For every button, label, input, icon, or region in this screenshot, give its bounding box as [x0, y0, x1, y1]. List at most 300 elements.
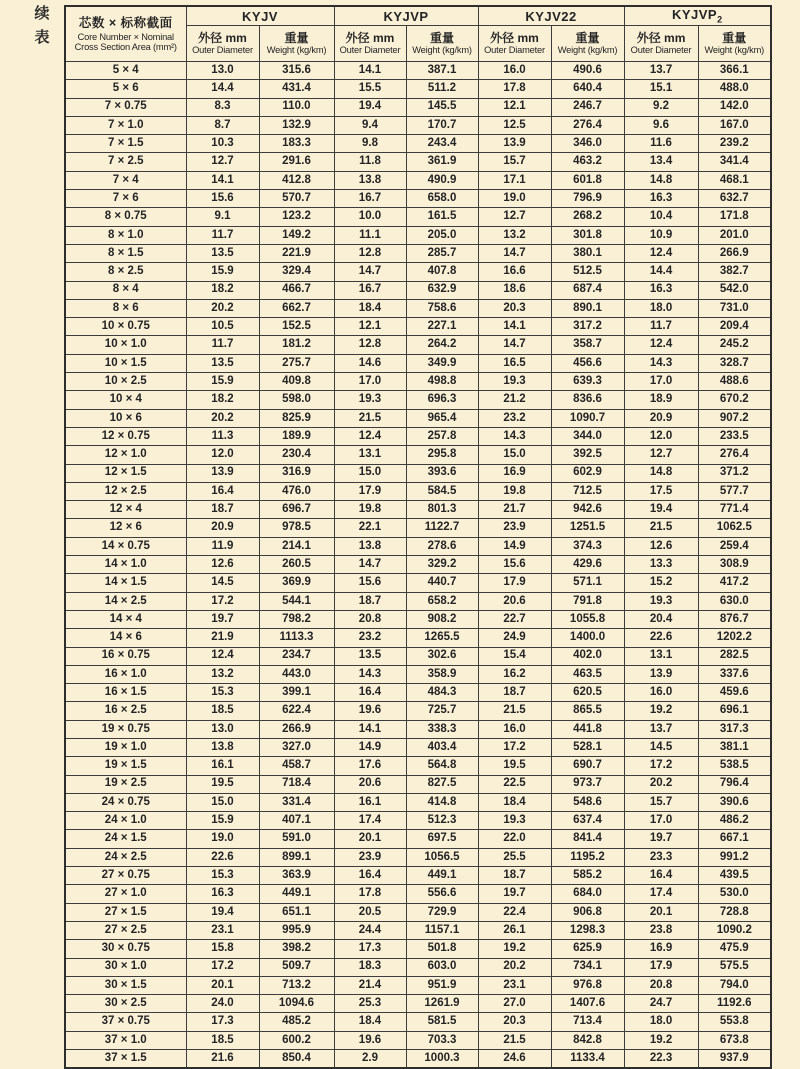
- value-cell: 407.8: [406, 263, 478, 281]
- value-cell: 17.2: [186, 592, 259, 610]
- value-cell: 27.0: [478, 995, 551, 1013]
- value-cell: 316.9: [259, 464, 334, 482]
- table-row: [65, 1031, 771, 1049]
- value-cell: 381.1: [698, 738, 771, 756]
- value-cell: 142.0: [698, 98, 771, 116]
- row-label: 16 × 0.75: [65, 647, 186, 665]
- value-cell: 602.9: [551, 464, 624, 482]
- value-cell: 282.5: [698, 647, 771, 665]
- table-row: [65, 537, 771, 555]
- value-cell: 1000.3: [406, 1050, 478, 1069]
- value-cell: 399.1: [259, 684, 334, 702]
- value-cell: 431.4: [259, 80, 334, 98]
- value-cell: 9.6: [624, 116, 698, 134]
- row-label: 24 × 1.5: [65, 830, 186, 848]
- value-cell: 19.3: [334, 391, 406, 409]
- value-cell: 486.2: [698, 812, 771, 830]
- value-cell: 11.7: [186, 336, 259, 354]
- value-cell: 16.1: [334, 793, 406, 811]
- table-row: [65, 684, 771, 702]
- value-cell: 906.8: [551, 903, 624, 921]
- value-cell: 17.0: [624, 373, 698, 391]
- value-cell: 19.5: [478, 757, 551, 775]
- value-cell: 12.5: [478, 116, 551, 134]
- row-label: 27 × 1.5: [65, 903, 186, 921]
- value-cell: 234.7: [259, 647, 334, 665]
- value-cell: 13.2: [478, 226, 551, 244]
- value-cell: 899.1: [259, 848, 334, 866]
- table-row: [65, 629, 771, 647]
- value-cell: 275.7: [259, 354, 334, 372]
- value-cell: 16.6: [478, 263, 551, 281]
- value-cell: 1055.8: [551, 610, 624, 628]
- row-label: 8 × 6: [65, 299, 186, 317]
- table-row: [65, 793, 771, 811]
- value-cell: 14.7: [478, 336, 551, 354]
- value-cell: 22.1: [334, 519, 406, 537]
- value-cell: 414.8: [406, 793, 478, 811]
- value-cell: 1400.0: [551, 629, 624, 647]
- row-label: 8 × 2.5: [65, 263, 186, 281]
- continued-char-2: 表: [34, 29, 50, 46]
- value-cell: 942.6: [551, 501, 624, 519]
- value-cell: 585.2: [551, 867, 624, 885]
- value-cell: 440.7: [406, 574, 478, 592]
- table-row: [65, 171, 771, 189]
- value-cell: 696.3: [406, 391, 478, 409]
- value-cell: 791.8: [551, 592, 624, 610]
- row-label: 10 × 2.5: [65, 373, 186, 391]
- table-row: [65, 62, 771, 80]
- value-cell: 673.8: [698, 1031, 771, 1049]
- value-cell: 509.7: [259, 958, 334, 976]
- value-cell: 23.1: [478, 976, 551, 994]
- value-cell: 10.3: [186, 135, 259, 153]
- value-cell: 625.9: [551, 940, 624, 958]
- value-cell: 463.2: [551, 153, 624, 171]
- value-cell: 171.8: [698, 208, 771, 226]
- value-cell: 18.7: [334, 592, 406, 610]
- value-cell: 291.6: [259, 153, 334, 171]
- value-cell: 276.4: [551, 116, 624, 134]
- value-cell: 149.2: [259, 226, 334, 244]
- value-cell: 439.5: [698, 867, 771, 885]
- value-cell: 17.1: [478, 171, 551, 189]
- value-cell: 14.9: [334, 738, 406, 756]
- value-cell: 17.2: [624, 757, 698, 775]
- value-cell: 459.6: [698, 684, 771, 702]
- value-cell: 1157.1: [406, 921, 478, 939]
- value-cell: 328.7: [698, 354, 771, 372]
- value-cell: 490.6: [551, 62, 624, 80]
- value-cell: 571.1: [551, 574, 624, 592]
- value-cell: 16.3: [186, 885, 259, 903]
- value-cell: 18.3: [334, 958, 406, 976]
- row-label: 30 × 1.0: [65, 958, 186, 976]
- value-cell: 9.4: [334, 116, 406, 134]
- value-cell: 19.2: [624, 1031, 698, 1049]
- value-cell: 17.4: [624, 885, 698, 903]
- table-row: [65, 446, 771, 464]
- value-cell: 728.8: [698, 903, 771, 921]
- value-cell: 20.6: [478, 592, 551, 610]
- value-cell: 221.9: [259, 244, 334, 262]
- row-label: 12 × 1.0: [65, 446, 186, 464]
- value-cell: 13.8: [334, 171, 406, 189]
- row-label: 8 × 1.0: [65, 226, 186, 244]
- value-cell: 14.3: [334, 665, 406, 683]
- value-cell: 22.7: [478, 610, 551, 628]
- table-row: [65, 336, 771, 354]
- value-cell: 21.4: [334, 976, 406, 994]
- value-cell: 575.5: [698, 958, 771, 976]
- table-row: [65, 409, 771, 427]
- value-cell: 696.1: [698, 702, 771, 720]
- value-cell: 341.4: [698, 153, 771, 171]
- value-cell: 890.1: [551, 299, 624, 317]
- value-cell: 600.2: [259, 1031, 334, 1049]
- table-row: [65, 958, 771, 976]
- value-cell: 667.1: [698, 830, 771, 848]
- table-row: [65, 574, 771, 592]
- subheader-od-2: 外径 mm Outer Diameter: [334, 26, 406, 62]
- table-row: [65, 427, 771, 445]
- value-cell: 19.8: [334, 501, 406, 519]
- value-cell: 301.8: [551, 226, 624, 244]
- table-row: [65, 244, 771, 262]
- value-cell: 13.9: [478, 135, 551, 153]
- value-cell: 346.0: [551, 135, 624, 153]
- table-row: [65, 921, 771, 939]
- value-cell: 991.2: [698, 848, 771, 866]
- value-cell: 387.1: [406, 62, 478, 80]
- value-cell: 640.4: [551, 80, 624, 98]
- value-cell: 15.1: [624, 80, 698, 98]
- group-header-kyjvp: KYJVP: [334, 6, 478, 26]
- value-cell: 729.9: [406, 903, 478, 921]
- value-cell: 19.4: [624, 501, 698, 519]
- row-label: 37 × 0.75: [65, 1013, 186, 1031]
- value-cell: 20.2: [478, 958, 551, 976]
- value-cell: 731.0: [698, 299, 771, 317]
- value-cell: 18.4: [334, 299, 406, 317]
- value-cell: 17.9: [334, 482, 406, 500]
- row-header-en1: Core Number × Nominal: [77, 31, 174, 42]
- value-cell: 16.4: [186, 482, 259, 500]
- table-row: [65, 976, 771, 994]
- table-row: [65, 665, 771, 683]
- value-cell: 13.8: [334, 537, 406, 555]
- value-cell: 1251.5: [551, 519, 624, 537]
- value-cell: 14.7: [478, 244, 551, 262]
- table-row: [65, 848, 771, 866]
- group-header-kyjv: KYJV: [186, 6, 334, 26]
- value-cell: 17.3: [334, 940, 406, 958]
- value-cell: 443.0: [259, 665, 334, 683]
- value-cell: 369.9: [259, 574, 334, 592]
- row-header-zh: 芯数 × 标称截面: [78, 15, 173, 30]
- value-cell: 937.9: [698, 1050, 771, 1069]
- row-label: 30 × 1.5: [65, 976, 186, 994]
- value-cell: 295.8: [406, 446, 478, 464]
- value-cell: 639.3: [551, 373, 624, 391]
- value-cell: 20.5: [334, 903, 406, 921]
- row-label: 7 × 0.75: [65, 98, 186, 116]
- table-row: [65, 318, 771, 336]
- value-cell: 16.2: [478, 665, 551, 683]
- table-row: [65, 464, 771, 482]
- row-label: 7 × 1.5: [65, 135, 186, 153]
- value-cell: 842.8: [551, 1031, 624, 1049]
- table-row: [65, 702, 771, 720]
- value-cell: 697.5: [406, 830, 478, 848]
- value-cell: 11.1: [334, 226, 406, 244]
- value-cell: 476.0: [259, 482, 334, 500]
- cable-spec-table: [64, 5, 772, 1069]
- value-cell: 14.1: [334, 62, 406, 80]
- value-cell: 18.2: [186, 281, 259, 299]
- value-cell: 475.9: [698, 940, 771, 958]
- value-cell: 14.5: [624, 738, 698, 756]
- value-cell: 8.7: [186, 116, 259, 134]
- subheader-od-1: 外径 mm Outer Diameter: [186, 26, 259, 62]
- value-cell: 23.1: [186, 921, 259, 939]
- row-label: 8 × 4: [65, 281, 186, 299]
- value-cell: 796.4: [698, 775, 771, 793]
- value-cell: 14.7: [334, 556, 406, 574]
- row-label: 14 × 0.75: [65, 537, 186, 555]
- value-cell: 18.4: [478, 793, 551, 811]
- subheader-wt-4: 重量 Weight (kg/km): [698, 26, 771, 62]
- value-cell: 329.4: [259, 263, 334, 281]
- row-label: 14 × 6: [65, 629, 186, 647]
- value-cell: 825.9: [259, 409, 334, 427]
- value-cell: 16.0: [478, 720, 551, 738]
- value-cell: 390.6: [698, 793, 771, 811]
- value-cell: 15.6: [186, 190, 259, 208]
- table-row: [65, 1013, 771, 1031]
- value-cell: 20.1: [624, 903, 698, 921]
- value-cell: 16.3: [624, 190, 698, 208]
- value-cell: 581.5: [406, 1013, 478, 1031]
- row-label: 24 × 1.0: [65, 812, 186, 830]
- value-cell: 18.7: [186, 501, 259, 519]
- value-cell: 456.6: [551, 354, 624, 372]
- value-cell: 21.2: [478, 391, 551, 409]
- value-cell: 9.1: [186, 208, 259, 226]
- row-label: 12 × 6: [65, 519, 186, 537]
- value-cell: 12.7: [624, 446, 698, 464]
- value-cell: 441.8: [551, 720, 624, 738]
- value-cell: 501.8: [406, 940, 478, 958]
- value-cell: 18.5: [186, 1031, 259, 1049]
- value-cell: 14.3: [478, 427, 551, 445]
- table-row: [65, 610, 771, 628]
- value-cell: 403.4: [406, 738, 478, 756]
- value-cell: 18.2: [186, 391, 259, 409]
- value-cell: 10.0: [334, 208, 406, 226]
- value-cell: 23.3: [624, 848, 698, 866]
- value-cell: 18.7: [478, 684, 551, 702]
- table-row: [65, 1050, 771, 1069]
- value-cell: 13.3: [624, 556, 698, 574]
- value-cell: 796.9: [551, 190, 624, 208]
- row-label: 30 × 2.5: [65, 995, 186, 1013]
- group-header-kyjv22: KYJV22: [478, 6, 624, 26]
- value-cell: 16.4: [334, 867, 406, 885]
- value-cell: 22.6: [624, 629, 698, 647]
- row-label: 10 × 1.0: [65, 336, 186, 354]
- value-cell: 21.5: [334, 409, 406, 427]
- value-cell: 24.9: [478, 629, 551, 647]
- table-row: [65, 135, 771, 153]
- value-cell: 1062.5: [698, 519, 771, 537]
- value-cell: 15.6: [478, 556, 551, 574]
- row-label: 5 × 4: [65, 62, 186, 80]
- value-cell: 801.3: [406, 501, 478, 519]
- value-cell: 12.4: [334, 427, 406, 445]
- value-cell: 484.3: [406, 684, 478, 702]
- value-cell: 349.9: [406, 354, 478, 372]
- value-cell: 189.9: [259, 427, 334, 445]
- value-cell: 260.5: [259, 556, 334, 574]
- value-cell: 603.0: [406, 958, 478, 976]
- value-cell: 15.2: [624, 574, 698, 592]
- value-cell: 1265.5: [406, 629, 478, 647]
- value-cell: 20.8: [334, 610, 406, 628]
- value-cell: 19.4: [186, 903, 259, 921]
- value-cell: 21.5: [478, 1031, 551, 1049]
- value-cell: 15.5: [334, 80, 406, 98]
- table-row: [65, 830, 771, 848]
- row-header-cell: [65, 6, 186, 62]
- value-cell: 371.2: [698, 464, 771, 482]
- value-cell: 1195.2: [551, 848, 624, 866]
- value-cell: 302.6: [406, 647, 478, 665]
- value-cell: 1192.6: [698, 995, 771, 1013]
- value-cell: 548.6: [551, 793, 624, 811]
- value-cell: 167.0: [698, 116, 771, 134]
- value-cell: 690.7: [551, 757, 624, 775]
- value-cell: 865.5: [551, 702, 624, 720]
- value-cell: 17.6: [334, 757, 406, 775]
- value-cell: 15.9: [186, 373, 259, 391]
- table-row: [65, 519, 771, 537]
- row-label: 12 × 1.5: [65, 464, 186, 482]
- value-cell: 13.4: [624, 153, 698, 171]
- value-cell: 632.9: [406, 281, 478, 299]
- value-cell: 285.7: [406, 244, 478, 262]
- value-cell: 317.3: [698, 720, 771, 738]
- value-cell: 19.6: [334, 1031, 406, 1049]
- table-row: [65, 501, 771, 519]
- value-cell: 15.7: [478, 153, 551, 171]
- value-cell: 402.0: [551, 647, 624, 665]
- value-cell: 14.6: [334, 354, 406, 372]
- row-label: 27 × 2.5: [65, 921, 186, 939]
- value-cell: 12.4: [186, 647, 259, 665]
- row-label: 19 × 2.5: [65, 775, 186, 793]
- value-cell: 152.5: [259, 318, 334, 336]
- value-cell: 329.2: [406, 556, 478, 574]
- row-label: 5 × 6: [65, 80, 186, 98]
- value-cell: 11.6: [624, 135, 698, 153]
- value-cell: 577.7: [698, 482, 771, 500]
- value-cell: 12.1: [334, 318, 406, 336]
- value-cell: 9.8: [334, 135, 406, 153]
- value-cell: 12.7: [478, 208, 551, 226]
- value-cell: 15.3: [186, 867, 259, 885]
- table-row: [65, 98, 771, 116]
- row-label: 19 × 0.75: [65, 720, 186, 738]
- value-cell: 132.9: [259, 116, 334, 134]
- value-cell: 591.0: [259, 830, 334, 848]
- table-row: [65, 482, 771, 500]
- value-cell: 973.7: [551, 775, 624, 793]
- value-cell: 490.9: [406, 171, 478, 189]
- value-cell: 463.5: [551, 665, 624, 683]
- row-label: 14 × 1.0: [65, 556, 186, 574]
- value-cell: 17.2: [186, 958, 259, 976]
- value-cell: 12.4: [624, 244, 698, 262]
- value-cell: 13.1: [334, 446, 406, 464]
- value-cell: 14.3: [624, 354, 698, 372]
- value-cell: 11.3: [186, 427, 259, 445]
- value-cell: 18.7: [478, 867, 551, 885]
- value-cell: 19.6: [334, 702, 406, 720]
- row-label: 24 × 0.75: [65, 793, 186, 811]
- value-cell: 16.5: [478, 354, 551, 372]
- value-cell: 1094.6: [259, 995, 334, 1013]
- value-cell: 8.3: [186, 98, 259, 116]
- table-row: [65, 299, 771, 317]
- value-cell: 684.0: [551, 885, 624, 903]
- value-cell: 392.5: [551, 446, 624, 464]
- value-cell: 651.1: [259, 903, 334, 921]
- value-cell: 978.5: [259, 519, 334, 537]
- value-cell: 564.8: [406, 757, 478, 775]
- value-cell: 995.9: [259, 921, 334, 939]
- value-cell: 530.0: [698, 885, 771, 903]
- table-row: [65, 208, 771, 226]
- value-cell: 16.4: [624, 867, 698, 885]
- value-cell: 13.1: [624, 647, 698, 665]
- value-cell: 1261.9: [406, 995, 478, 1013]
- value-cell: 201.0: [698, 226, 771, 244]
- value-cell: 734.1: [551, 958, 624, 976]
- value-cell: 598.0: [259, 391, 334, 409]
- value-cell: 161.5: [406, 208, 478, 226]
- row-label: 24 × 2.5: [65, 848, 186, 866]
- value-cell: 25.3: [334, 995, 406, 1013]
- value-cell: 15.4: [478, 647, 551, 665]
- value-cell: 836.6: [551, 391, 624, 409]
- value-cell: 15.0: [186, 793, 259, 811]
- value-cell: 24.6: [478, 1050, 551, 1069]
- value-cell: 725.7: [406, 702, 478, 720]
- value-cell: 907.2: [698, 409, 771, 427]
- value-cell: 1407.6: [551, 995, 624, 1013]
- value-cell: 468.1: [698, 171, 771, 189]
- value-cell: 17.9: [624, 958, 698, 976]
- subheader-od-3: 外径 mm Outer Diameter: [478, 26, 551, 62]
- value-cell: 257.8: [406, 427, 478, 445]
- value-cell: 205.0: [406, 226, 478, 244]
- value-cell: 13.9: [186, 464, 259, 482]
- value-cell: 11.7: [624, 318, 698, 336]
- value-cell: 12.1: [478, 98, 551, 116]
- kyjvp2-subscript: 2: [717, 14, 723, 25]
